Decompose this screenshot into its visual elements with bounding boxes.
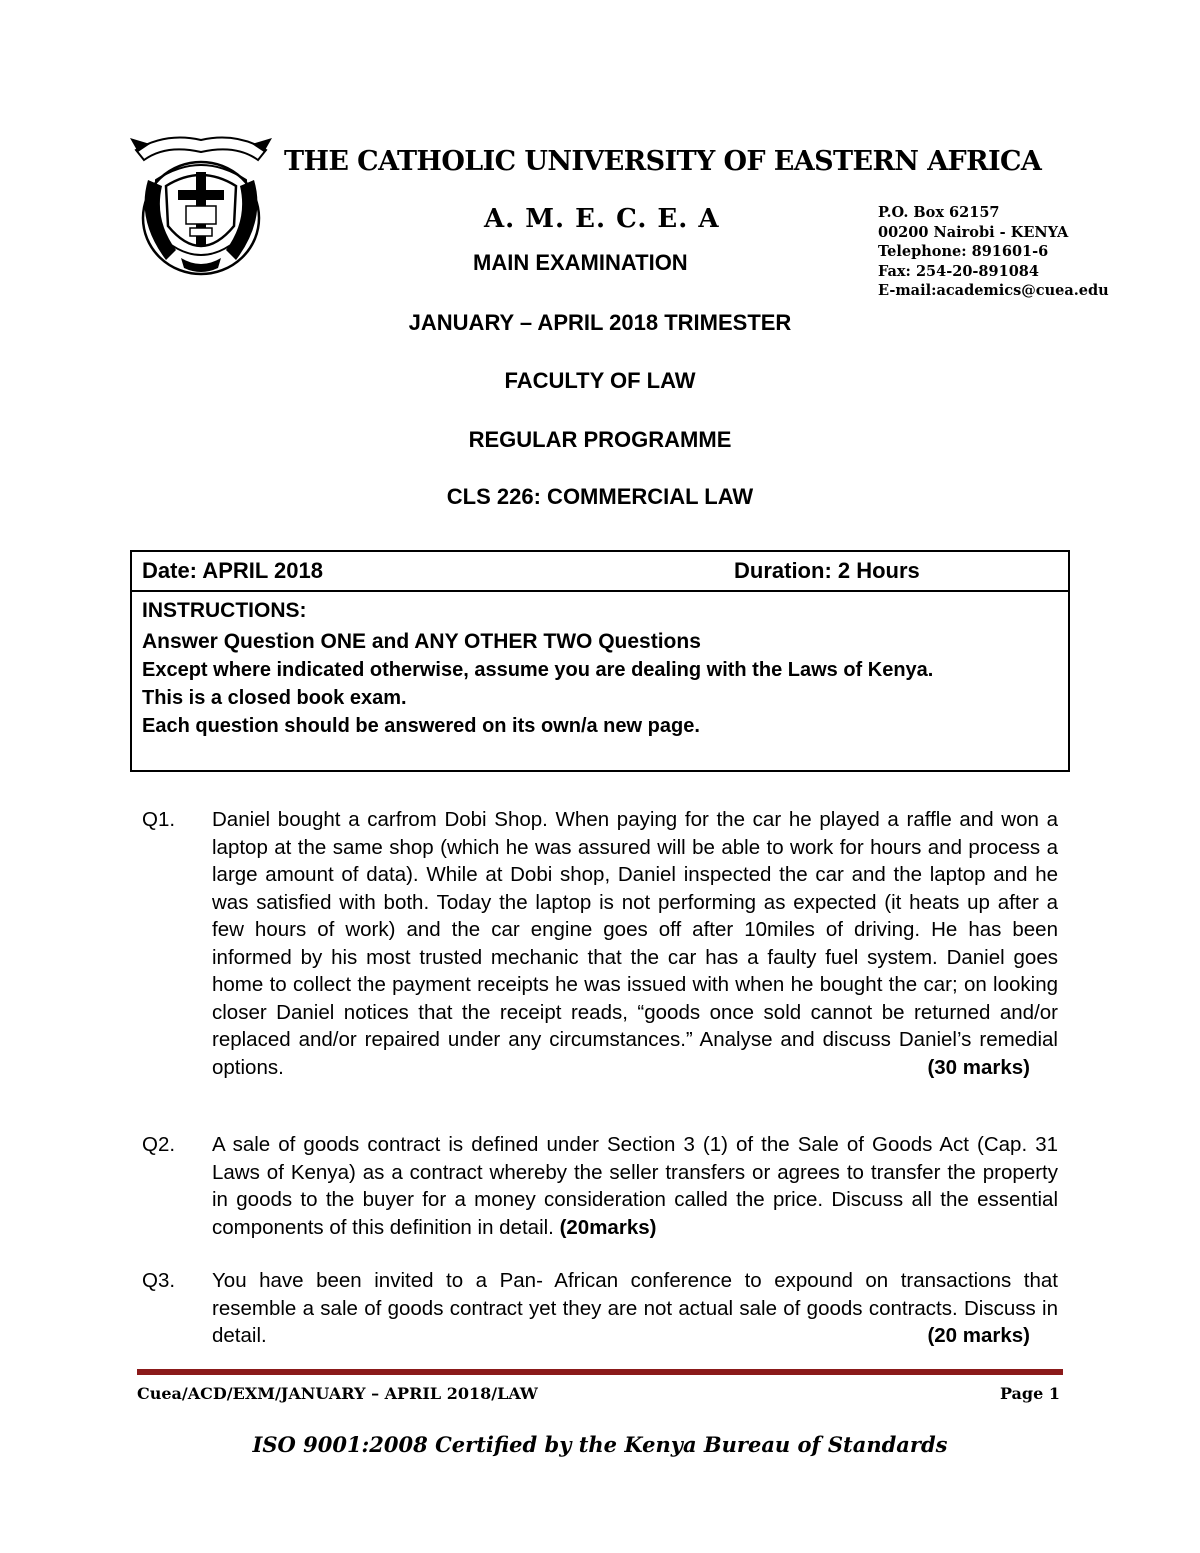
instruction-item: Except where indicated otherwise, assume you are dealing with the Laws of Kenya. — [142, 659, 934, 681]
instructions-title: INSTRUCTIONS: — [142, 599, 307, 622]
footer-reference: Cuea/ACD/EXM/JANUARY – APRIL 2018/LAW — [137, 1384, 538, 1403]
exam-info-box — [130, 550, 1070, 772]
instructions — [132, 592, 1068, 739]
footer-divider — [137, 1369, 1063, 1375]
instruction-item: Answer Question ONE and ANY OTHER TWO Questions — [142, 630, 701, 653]
question-number: Q2. — [142, 1133, 176, 1156]
iso-certification: ISO 9001:2008 Certified by the Kenya Bureau of Standards — [252, 1432, 948, 1457]
city: 00200 Nairobi - KENYA — [878, 223, 1069, 241]
faculty: FACULTY OF LAW — [504, 368, 696, 393]
question-body: Daniel bought a carfrom Dobi Shop. When paying for the car he played a raffle and won a laptop at the same shop (which he was assured will be able to work for hours and process a large amount of data). While at Dobi shop, Daniel inspected the car and the laptop and he was satisfied with both. Today the laptop is not performing as expected (it heats up after a few hours of work) and the car engine goes off after 10miles of driving. He has been informed by his most trusted mechanic that the car has a faulty fuel system. Daniel goes home to collect the payment receipts he was issued with when he bought the car; on looking closer Daniel notices that the receipt reads, “goods once sold cannot be returned and/or replaced and/or repaired under any circumstances.” Analyse and discuss Daniel’s remedial options. — [212, 808, 1058, 1079]
question-text — [212, 1131, 1058, 1241]
page-number: Page 1 — [999, 1384, 1060, 1403]
question-number: Q3. — [142, 1269, 176, 1292]
exam-date: Date: APRIL 2018 — [142, 558, 323, 583]
university-crest-icon — [126, 130, 276, 280]
course-title: CLS 226: COMMERCIAL LAW — [446, 484, 754, 509]
question-text — [212, 806, 1058, 1081]
email: E-mail:academics@cuea.edu — [878, 282, 1109, 299]
exam-type: MAIN EXAMINATION — [473, 250, 688, 275]
exam-duration: Duration: 2 Hours — [734, 558, 920, 583]
contact-block — [878, 203, 1109, 301]
fax: Fax: 254-20-891084 — [878, 262, 1039, 280]
amecea-heading: A. M. E. C. E. A — [484, 204, 720, 234]
question-number: Q1. — [142, 808, 176, 831]
programme: REGULAR PROGRAMME — [468, 427, 732, 452]
question-body: You have been invited to a Pan- African conference to expound on transactions that resemble a sale of goods contract yet they are not actual sale of goods contracts. Discuss in detail. — [212, 1269, 1058, 1347]
university-name: THE CATHOLIC UNIVERSITY OF EASTERN AFRICA — [284, 146, 1042, 177]
instruction-item: This is a closed book exam. — [142, 687, 407, 709]
date-duration-row — [132, 552, 1068, 592]
question-marks: (30 marks) — [927, 1055, 1030, 1079]
trimester: JANUARY – APRIL 2018 TRIMESTER — [408, 310, 792, 335]
telephone: Telephone: 891601-6 — [878, 243, 1049, 260]
question-text — [212, 1267, 1058, 1350]
instruction-item: Each question should be answered on its own/a new page. — [142, 715, 700, 737]
question-marks: (20marks) — [559, 1215, 657, 1239]
po-box: P.O. Box 62157 — [878, 204, 1000, 221]
question-marks: (20 marks) — [927, 1324, 1030, 1347]
question-body: A sale of goods contract is defined under Section 3 (1) of the Sale of Goods Act (Cap. 31 Laws of Kenya) as a contract whereby the seller transfers or agrees to transfer the property in goods to the buyer for a money consideration called the price. Discuss all the essential components of this definition in detail. — [212, 1133, 1058, 1239]
